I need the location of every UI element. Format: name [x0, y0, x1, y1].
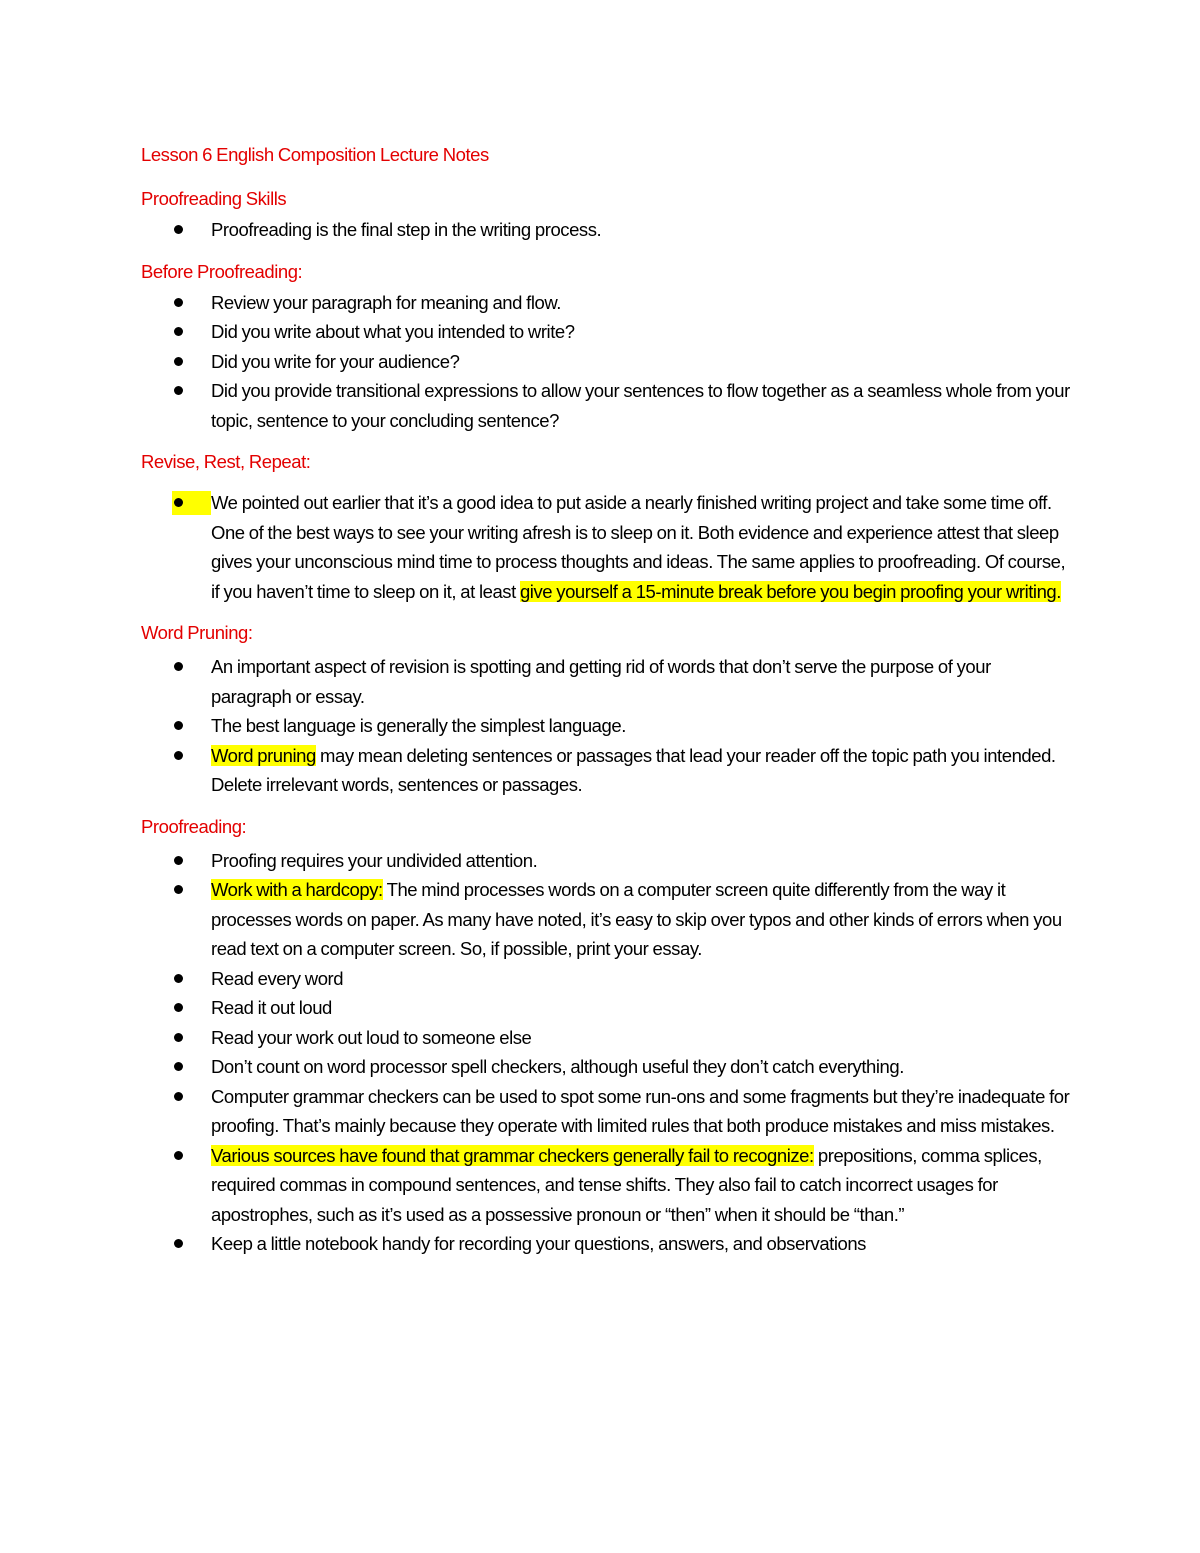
bullet-icon	[174, 225, 183, 234]
list-item	[141, 1023, 1071, 1053]
bullet-list	[141, 846, 1071, 1259]
section-heading-revise-rest-repeat: Revise, Rest, Repeat:	[141, 451, 311, 472]
list-item	[141, 488, 1071, 606]
list-item	[141, 317, 1071, 347]
list-item-text: Did you write about what you intended to write?	[211, 321, 575, 342]
list-item	[141, 215, 1071, 245]
bullet-icon	[174, 1003, 183, 1012]
bullet-icon	[174, 327, 183, 336]
bullet-icon	[174, 386, 183, 395]
list-item	[141, 964, 1071, 994]
list-item-text: Proofreading is the final step in the writing process.	[211, 219, 602, 240]
bullet-list	[141, 488, 1071, 606]
list-item-text: The best language is generally the simplest language.	[211, 715, 626, 736]
list-item	[141, 1082, 1071, 1141]
list-item	[141, 846, 1071, 876]
bullet-icon	[174, 721, 183, 730]
bullet-icon	[174, 856, 183, 865]
list-item	[141, 1229, 1071, 1259]
bullet-icon	[174, 662, 183, 671]
section-heading-proofreading-skills: Proofreading Skills	[141, 188, 287, 209]
section-heading-proofreading: Proofreading:	[141, 815, 247, 837]
highlighted-text: Word pruning	[211, 744, 316, 766]
list-item	[141, 1141, 1071, 1230]
highlighted-text: give yourself a 15-minute break before you begin proofing your writing.	[519, 580, 1061, 602]
bullet-icon	[174, 1151, 183, 1160]
bullet-list	[141, 652, 1071, 800]
highlighted-text: Work with a hardcopy:	[211, 879, 383, 900]
bullet-icon	[174, 298, 183, 307]
list-item-text: An important aspect of revision is spotting and getting rid of words that don’t serve the purpose of your paragraph or essay.	[211, 656, 991, 707]
list-item-text: Don’t count on word processor spell checkers, although useful they don’t catch everything.	[211, 1056, 904, 1077]
list-item-text: may mean deleting sentences or passages that lead your reader off the topic path you intended. Delete irrelevant words, sentences or passages.	[211, 744, 1056, 795]
list-item	[141, 993, 1071, 1023]
list-item-text: Read your work out loud to someone else	[211, 1026, 532, 1048]
bullet-icon	[174, 974, 183, 983]
bullet-icon	[174, 357, 183, 366]
section-heading-before-proofreading: Before Proofreading:	[141, 260, 303, 282]
list-item-text: prepositions, comma splices, required commas in compound sentences, and tense shifts. They also fail to catch incorrect usages for apostrophes, such as it’s used as a possessive pronoun or “then” when it should be “than.”	[211, 1144, 1042, 1225]
highlighted-bullet	[172, 491, 211, 515]
bullet-icon	[174, 1033, 183, 1042]
list-item-text: Review your paragraph for meaning and flow.	[211, 291, 561, 313]
bullet-list	[141, 288, 1071, 436]
list-item-text: Keep a little notebook handy for recording your questions, answers, and observations	[211, 1233, 866, 1254]
list-item-text: Proofing requires your undivided attention.	[211, 849, 538, 871]
highlighted-text: Various sources have found that grammar checkers generally fail to recognize:	[211, 1144, 814, 1166]
bullet-icon	[174, 1239, 183, 1248]
bullet-icon	[174, 1092, 183, 1101]
section-heading-word-pruning: Word Pruning:	[141, 622, 253, 643]
document-title: Lesson 6 English Composition Lecture Notes	[141, 144, 489, 165]
list-item-text: Computer grammar checkers can be used to spot some run-ons and some fragments but they’re inadequate for proofing. That’s mainly because they operate with limited rules that both produce mistakes and miss mistakes.	[211, 1085, 1070, 1136]
bullet-list	[141, 215, 1071, 245]
bullet-icon	[174, 751, 183, 760]
list-item	[141, 741, 1071, 800]
list-item-text: Did you provide transitional expressions to allow your sentences to flow together as a seamless whole from your topic, sentence to your concluding sentence?	[211, 380, 1070, 431]
list-item	[141, 376, 1071, 435]
list-item-text: Read every word	[211, 967, 344, 989]
list-item-text: The mind processes words on a computer screen quite differently from the way it processes words on paper. As many have noted, it’s easy to skip over typos and other kinds of errors when you read text on a computer screen. So, if possible, print your essay.	[211, 879, 1062, 959]
bullet-icon	[174, 885, 183, 894]
list-item-text: Read it out loud	[211, 997, 332, 1018]
list-item	[141, 875, 1071, 964]
bullet-icon	[174, 498, 183, 507]
list-item	[141, 347, 1071, 377]
bullet-icon	[174, 1062, 183, 1071]
list-item-text: We pointed out earlier that it’s a good idea to put aside a nearly finished writing project and take some time off. One of the best ways to see your writing afresh is to sleep on it. Both evidence and experience attest that sleep gives your unconscious mind time to process thoughts and ideas. The same applies to proofreading. Of course, if you haven’t time to sleep on it, at least	[211, 492, 1066, 602]
document-page	[141, 138, 1071, 1259]
list-item	[141, 288, 1071, 318]
list-item	[141, 1052, 1071, 1082]
list-item	[141, 652, 1071, 711]
list-item-text: Did you write for your audience?	[211, 350, 460, 372]
list-item	[141, 711, 1071, 741]
